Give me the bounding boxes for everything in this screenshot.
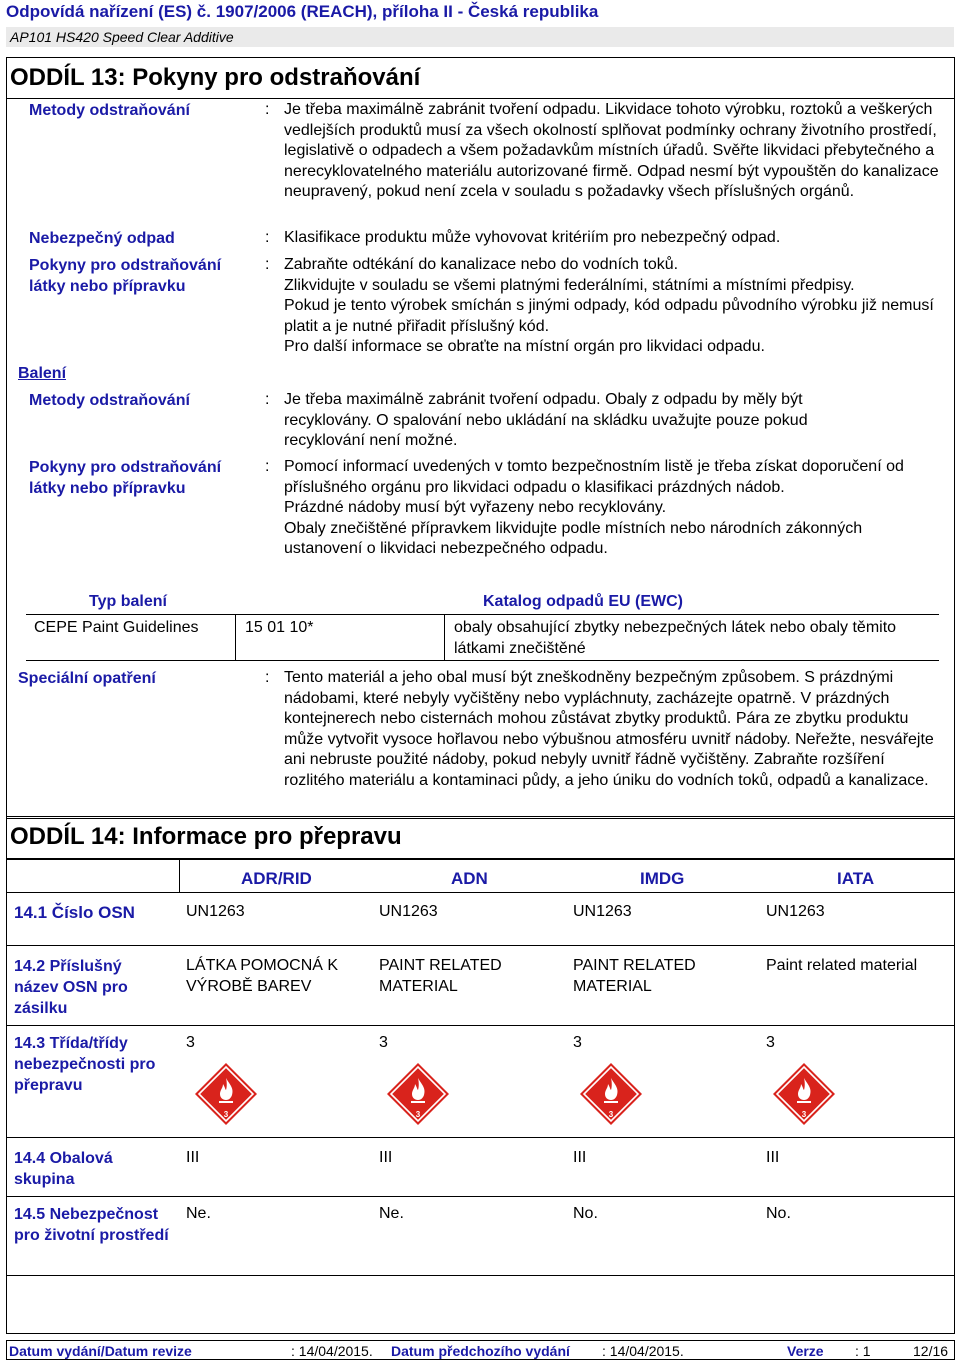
pack-methods-colon: : (265, 391, 270, 408)
row-rule-1 (7, 892, 954, 893)
env-iata: No. (766, 1205, 791, 1222)
footer (6, 1340, 955, 1360)
regulation-title: Odpovídá nařízení (ES) č. 1907/2006 (REACH), příloha II - Česká republika (6, 2, 599, 21)
table-vrule-1 (235, 614, 236, 660)
disposal-label-line2: látky nebo přípravku (29, 278, 186, 295)
svg-text:3: 3 (801, 1110, 807, 1119)
footer-issue-label: Datum vydání/Datum revize (9, 1343, 192, 1359)
row-rule-4 (7, 1137, 954, 1138)
row-rule-3 (7, 1025, 954, 1026)
name-iata: Paint related material (766, 957, 918, 974)
section14-title: ODDÍL 14: Informace pro přepravu (10, 823, 402, 850)
table-vrule-2 (444, 614, 445, 660)
shipping-name-label: 14.2 Příslušný název OSN pro zásilku (14, 958, 128, 1017)
pack-methods-label: Metody odstraňování (29, 392, 190, 409)
group-iata: III (766, 1149, 780, 1166)
disposal-label-line1: Pokyny pro odstraňování (29, 257, 222, 274)
section13-title: ODDÍL 13: Pokyny pro odstraňování (10, 64, 421, 91)
env-adn: Ne. (379, 1205, 404, 1222)
name-imdg: PAINT RELATED MATERIAL (573, 957, 696, 995)
un-adn: UN1263 (379, 903, 438, 920)
svg-text:3: 3 (608, 1110, 614, 1119)
un-adr: UN1263 (186, 903, 245, 920)
transport-col-divider (179, 860, 180, 892)
special-label: Speciální opatření (18, 670, 156, 687)
table-cell-type: CEPE Paint Guidelines (34, 619, 199, 636)
flame-icon (194, 1062, 258, 1126)
name-adr: LÁTKA POMOCNÁ K VÝROBĚ BAREV (186, 957, 339, 995)
methods-text: Je třeba maximálně zabránit tvoření odpadu. Likvidace tohoto výrobku, roztoků a veškerých vedlejších produktů musí za všech okolností splňovat podmínky ochrany životního prostředí, legislativě o odpadech a všem požadavkům místních úřadů. Svěřte likvidaci přebytečného a nerecyklovatelného materiálu autorizované firmě. Odpad nesmí být vypouštěn do kanalizace neupravený, pokud není zcela v souladu s požadavky všech příslušných orgánů. (284, 101, 939, 201)
col-iata: IATA (837, 869, 875, 888)
disposal-colon: : (265, 256, 270, 273)
name-adn: PAINT RELATED MATERIAL (379, 957, 502, 995)
row-rule-5 (7, 1196, 954, 1197)
flame-icon (772, 1062, 836, 1126)
svg-text:3: 3 (223, 1110, 229, 1119)
hazard-class-label: 14.3 Třída/třídy nebezpečnosti pro přepravu (14, 1035, 156, 1094)
footer-issue-value: : 14/04/2015. (291, 1343, 373, 1359)
special-text: Tento materiál a jeho obal musí být zneškodněny bezpečným způsobem. S prázdnými nádobami, které nebyly vyčištěny nebo vypláchnuty, zacházejte opatrně. V prázdných kontejnerech nebo cisternách mohou zůstávat zbytky produktů. Pára ze zbytku produktu může vytvořit vysoce hořlavou nebo výbušnou atmosféru uvnitř nádoby. Neřežte, nesvářejte ani nebruste použité nádoby, pokud nebyly uvnitř řádně vyčištěny. Zabraňte rozšíření rozlitého materiálu a kontaminaci půdy, a jeho úniku do vodních toků, odpadů a kanalizace. (284, 669, 934, 789)
special-colon: : (265, 669, 270, 686)
pack-disposal-colon: : (265, 458, 270, 475)
packaging-heading: Balení (18, 365, 67, 382)
group-adn: III (379, 1149, 393, 1166)
flammable-pictogram-adn (386, 1062, 450, 1126)
environment-hazard-label: 14.5 Nebezpečnost pro životní prostředí (14, 1206, 169, 1244)
col-adr-rid: ADR/RID (241, 869, 312, 888)
flammable-pictogram-imdg (579, 1062, 643, 1126)
hazardous-waste-label: Nebezpečný odpad (29, 230, 175, 247)
footer-version-label: Verze (787, 1343, 824, 1359)
pack-disposal-label-line2: látky nebo přípravku (29, 480, 186, 497)
col-imdg: IMDG (640, 869, 685, 888)
un-imdg: UN1263 (573, 903, 632, 920)
methods-colon: : (265, 101, 270, 118)
class-iata: 3 (766, 1034, 775, 1051)
env-imdg: No. (573, 1205, 598, 1222)
row-rule-2 (7, 945, 954, 946)
table-cell-code: 15 01 10* (245, 619, 314, 636)
product-name: AP101 HS420 Speed Clear Additive (6, 27, 954, 47)
class-adn: 3 (379, 1034, 388, 1051)
footer-prev-value: : 14/04/2015. (602, 1343, 684, 1359)
footer-version-value: : 1 (855, 1343, 871, 1359)
un-number-label: 14.1 Číslo OSN (14, 903, 135, 922)
table-bottom-rule (26, 660, 939, 661)
methods-label: Metody odstraňování (29, 102, 190, 119)
pack-disposal-label (29, 457, 221, 499)
svg-text:3: 3 (415, 1110, 421, 1119)
group-adr: III (186, 1149, 200, 1166)
table-header-rule (26, 614, 939, 615)
flammable-pictogram-adr (194, 1062, 258, 1126)
disposal-label (29, 255, 221, 297)
col-adn: ADN (451, 869, 488, 888)
env-adr: Ne. (186, 1205, 211, 1222)
row-rule-6 (7, 1275, 954, 1276)
table-header-type: Typ balení (89, 593, 167, 610)
flammable-pictogram-iata (772, 1062, 836, 1126)
packing-group-label: 14.4 Obalová skupina (14, 1150, 113, 1188)
disposal-text: Zabraňte odtékání do kanalizace nebo do vodních toků. Zlikvidujte v souladu se všemi platnými federálními, státními a místními předpisy. Pokud je tento výrobek smíchán s jinými odpady, kód odpadu původního výrobku již nemusí platit a je nutné přiřadit příslušný kód. Pro další informace se obraťte na místní orgán pro likvidaci odpadu. (284, 256, 934, 356)
footer-prev-label: Datum předchozího vydání (391, 1343, 570, 1359)
class-adr: 3 (186, 1034, 195, 1051)
hazardous-colon: : (265, 229, 270, 246)
table-header-catalog: Katalog odpadů EU (EWC) (483, 593, 683, 610)
flame-icon (386, 1062, 450, 1126)
pack-disposal-text: Pomocí informací uvedených v tomto bezpečnostním listě je třeba získat doporučení od příslušného orgánu pro likvidaci odpadu o klasifikaci prázdných nádob. Prázdné nádoby musí být vyřazeny nebo recyklovány. Obaly znečištěné přípravkem likvidujte podle místních nebo národních zákonných ustanovení o likvidaci nebezpečného odpadu. (284, 458, 904, 558)
group-imdg: III (573, 1149, 587, 1166)
hazardous-waste-text: Klasifikace produktu může vyhovovat kritériím pro nebezpečný odpad. (284, 229, 781, 246)
footer-page-number: 12/16 (913, 1343, 949, 1359)
un-iata: UN1263 (766, 903, 825, 920)
pack-methods-text: Je třeba maximálně zabránit tvoření odpadu. Obaly z odpadu by měly být recyklovány. O spalování nebo ukládání na skládku uvažujte pouze pokud recyklování není možné. (284, 391, 808, 450)
flame-icon (579, 1062, 643, 1126)
table-cell-desc: obaly obsahující zbytky nebezpečných látek nebo obaly těmito látkami znečištěné (454, 619, 897, 657)
class-imdg: 3 (573, 1034, 582, 1051)
pack-disposal-label-line1: Pokyny pro odstraňování (29, 459, 222, 476)
